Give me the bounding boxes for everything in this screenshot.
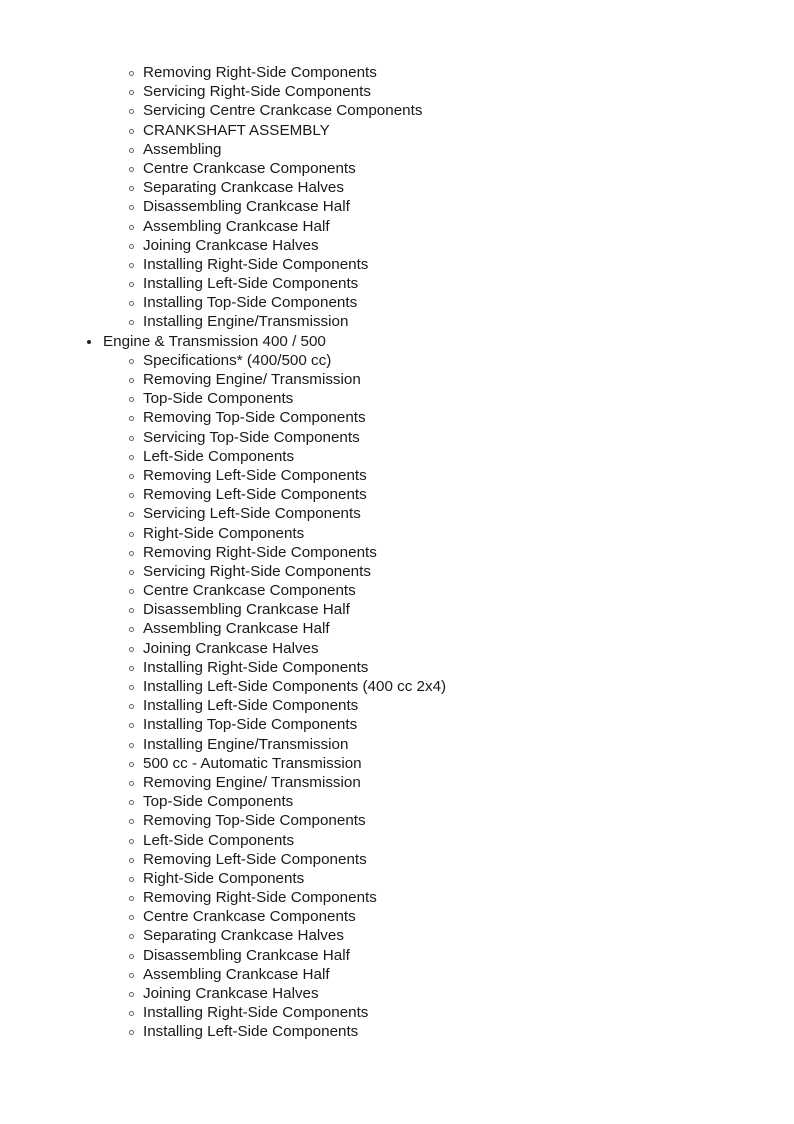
toc-item-text: Installing Left-Side Components <box>143 275 359 293</box>
toc-item-text: Servicing Centre Crankcase Components <box>143 102 423 120</box>
toc-item-text: Left-Side Components <box>143 447 295 465</box>
toc-item[interactable] <box>0 888 794 907</box>
toc-item-text: Installing Top-Side Components <box>143 294 358 312</box>
toc-item-text: Servicing Left-Side Components <box>143 505 361 523</box>
toc-item-text: Assembling <box>143 140 222 158</box>
toc-item[interactable] <box>0 639 794 658</box>
hollow-bullet-icon <box>129 954 134 959</box>
toc-item[interactable] <box>0 715 794 734</box>
toc-item-text: Installing Left-Side Components <box>143 1023 359 1041</box>
hollow-bullet-icon <box>129 627 134 632</box>
hollow-bullet-icon <box>129 1030 134 1035</box>
hollow-bullet-icon <box>129 551 134 556</box>
toc-item[interactable] <box>0 562 794 581</box>
hollow-bullet-icon <box>129 915 134 920</box>
toc-item-text: Assembling Crankcase Half <box>143 217 330 235</box>
toc-item[interactable] <box>0 82 794 101</box>
toc-item-text: Installing Engine/Transmission <box>143 735 349 753</box>
toc-item-text: Installing Top-Side Components <box>143 716 358 734</box>
toc-section-heading[interactable] <box>0 332 794 351</box>
toc-item-text: Top-Side Components <box>143 793 294 811</box>
toc-item-text: Servicing Top-Side Components <box>143 428 360 446</box>
hollow-bullet-icon <box>129 359 134 364</box>
hollow-bullet-icon <box>129 320 134 325</box>
toc-item-text: Right-Side Components <box>143 869 305 887</box>
toc-item-text: Disassembling Crankcase Half <box>143 601 350 619</box>
toc-item[interactable] <box>0 274 794 293</box>
toc-item[interactable] <box>0 312 794 331</box>
toc-item[interactable] <box>0 408 794 427</box>
hollow-bullet-icon <box>129 800 134 805</box>
toc-item[interactable] <box>0 370 794 389</box>
hollow-bullet-icon <box>129 685 134 690</box>
hollow-bullet-icon <box>129 148 134 153</box>
hollow-bullet-icon <box>129 934 134 939</box>
toc-item-text: Installing Left-Side Components <box>143 697 359 715</box>
toc-item[interactable] <box>0 101 794 120</box>
hollow-bullet-icon <box>129 436 134 441</box>
toc-item[interactable] <box>0 121 794 140</box>
hollow-bullet-icon <box>129 743 134 748</box>
hollow-bullet-icon <box>129 877 134 882</box>
toc-item[interactable] <box>0 658 794 677</box>
hollow-bullet-icon <box>129 109 134 114</box>
toc-item-text: Separating Crankcase Halves <box>143 179 344 197</box>
toc-item[interactable] <box>0 926 794 945</box>
hollow-bullet-icon <box>129 781 134 786</box>
toc-item-text: Disassembling Crankcase Half <box>143 198 350 216</box>
toc-item-text: Installing Right-Side Components <box>143 658 369 676</box>
toc-item[interactable] <box>0 677 794 696</box>
toc-item[interactable] <box>0 811 794 830</box>
toc-item-text: Removing Top-Side Components <box>143 409 366 427</box>
toc-item[interactable] <box>0 850 794 869</box>
toc-item-text: Top-Side Components <box>143 390 294 408</box>
toc-item[interactable] <box>0 255 794 274</box>
toc-item[interactable] <box>0 792 794 811</box>
hollow-bullet-icon <box>129 263 134 268</box>
hollow-bullet-icon <box>129 896 134 901</box>
toc-item-text: Joining Crankcase Halves <box>143 985 319 1002</box>
hollow-bullet-icon <box>129 282 134 287</box>
toc-item[interactable] <box>0 754 794 773</box>
toc-item-text: Assembling Crankcase Half <box>143 965 330 983</box>
toc-item[interactable] <box>0 447 794 466</box>
toc-item-text: Removing Left-Side Components <box>143 850 367 868</box>
toc-item[interactable] <box>0 984 794 1003</box>
toc-section-heading-text: Engine & Transmission 400 / 500 <box>103 332 326 350</box>
toc-item-text: Removing Left-Side Components <box>143 466 367 484</box>
toc-item-text: Installing Left-Side Components (400 cc 2x4) <box>143 678 447 695</box>
hollow-bullet-icon <box>129 1011 134 1016</box>
toc-item[interactable] <box>0 696 794 715</box>
toc-item[interactable] <box>0 581 794 600</box>
hollow-bullet-icon <box>129 71 134 76</box>
filled-bullet-icon <box>87 340 91 344</box>
toc-item-text: Servicing Right-Side Components <box>143 83 371 101</box>
toc-item-text: Centre Crankcase Components <box>143 159 356 177</box>
toc-item[interactable] <box>0 543 794 562</box>
toc-item[interactable] <box>0 351 794 370</box>
toc-item-text: Removing Engine/ Transmission <box>143 773 361 791</box>
toc-item-text: Joining Crankcase Halves <box>143 639 319 657</box>
toc-item[interactable] <box>0 63 794 82</box>
hollow-bullet-icon <box>129 704 134 709</box>
toc-item-text: Removing Right-Side Components <box>143 64 377 81</box>
toc-item-text: Joining Crankcase Halves <box>143 236 319 254</box>
toc-item[interactable] <box>0 428 794 447</box>
toc-item[interactable] <box>0 178 794 197</box>
toc-item-text: Removing Right-Side Components <box>143 889 377 907</box>
toc-item-text: Installing Right-Side Components <box>143 255 369 273</box>
hollow-bullet-icon <box>129 512 134 517</box>
hollow-bullet-icon <box>129 608 134 613</box>
hollow-bullet-icon <box>129 378 134 383</box>
toc-item[interactable] <box>0 907 794 926</box>
hollow-bullet-icon <box>129 532 134 537</box>
hollow-bullet-icon <box>129 397 134 402</box>
toc-item[interactable] <box>0 869 794 888</box>
toc-item-text: Removing Left-Side Components <box>143 486 367 504</box>
hollow-bullet-icon <box>129 186 134 191</box>
toc-item-text: Centre Crankcase Components <box>143 582 356 600</box>
hollow-bullet-icon <box>129 205 134 210</box>
hollow-bullet-icon <box>129 474 134 479</box>
hollow-bullet-icon <box>129 973 134 978</box>
toc-item[interactable] <box>0 1022 794 1041</box>
toc-item[interactable] <box>0 773 794 792</box>
toc-item-text: Right-Side Components <box>143 524 305 542</box>
toc-item-text: Installing Right-Side Components <box>143 1004 369 1022</box>
hollow-bullet-icon <box>129 129 134 134</box>
hollow-bullet-icon <box>129 570 134 575</box>
hollow-bullet-icon <box>129 90 134 95</box>
hollow-bullet-icon <box>129 762 134 767</box>
toc-item[interactable] <box>0 217 794 236</box>
hollow-bullet-icon <box>129 723 134 728</box>
toc-item-text: Removing Right-Side Components <box>143 543 377 561</box>
hollow-bullet-icon <box>129 225 134 230</box>
toc-item-text: Assembling Crankcase Half <box>143 620 330 638</box>
hollow-bullet-icon <box>129 819 134 824</box>
toc-item[interactable] <box>0 466 794 485</box>
toc-item-text: Separating Crankcase Halves <box>143 927 344 945</box>
hollow-bullet-icon <box>129 301 134 306</box>
toc-item[interactable] <box>0 831 794 850</box>
hollow-bullet-icon <box>129 493 134 498</box>
hollow-bullet-icon <box>129 666 134 671</box>
toc-item[interactable] <box>0 600 794 619</box>
toc-item[interactable] <box>0 159 794 178</box>
toc-item[interactable] <box>0 485 794 504</box>
toc-item-text: Removing Engine/ Transmission <box>143 371 361 388</box>
document-page <box>0 63 794 1042</box>
toc-item[interactable] <box>0 504 794 523</box>
toc-item[interactable] <box>0 236 794 255</box>
hollow-bullet-icon <box>129 167 134 172</box>
toc-item[interactable] <box>0 197 794 216</box>
toc-item-text: Centre Crankcase Components <box>143 908 356 926</box>
hollow-bullet-icon <box>129 858 134 863</box>
toc-item[interactable] <box>0 619 794 638</box>
hollow-bullet-icon <box>129 244 134 249</box>
toc-item[interactable] <box>0 140 794 159</box>
hollow-bullet-icon <box>129 416 134 421</box>
table-of-contents <box>0 63 794 1042</box>
toc-item-text: Left-Side Components <box>143 831 295 849</box>
toc-item[interactable] <box>0 389 794 408</box>
hollow-bullet-icon <box>129 647 134 652</box>
toc-item[interactable] <box>0 524 794 543</box>
toc-item-text: Servicing Right-Side Components <box>143 562 371 580</box>
toc-item[interactable] <box>0 293 794 312</box>
toc-item-text: CRANKSHAFT ASSEMBLY <box>143 121 330 139</box>
toc-item[interactable] <box>0 735 794 754</box>
toc-item-text: Removing Top-Side Components <box>143 812 366 830</box>
hollow-bullet-icon <box>129 455 134 460</box>
hollow-bullet-icon <box>129 992 134 997</box>
toc-item[interactable] <box>0 1003 794 1022</box>
hollow-bullet-icon <box>129 839 134 844</box>
toc-item[interactable] <box>0 946 794 965</box>
toc-item[interactable] <box>0 965 794 984</box>
hollow-bullet-icon <box>129 589 134 594</box>
toc-item-text: Specifications* (400/500 cc) <box>143 351 332 369</box>
toc-item-text: Installing Engine/Transmission <box>143 313 349 331</box>
toc-item-text: 500 cc - Automatic Transmission <box>143 754 362 772</box>
toc-item-text: Disassembling Crankcase Half <box>143 946 350 964</box>
